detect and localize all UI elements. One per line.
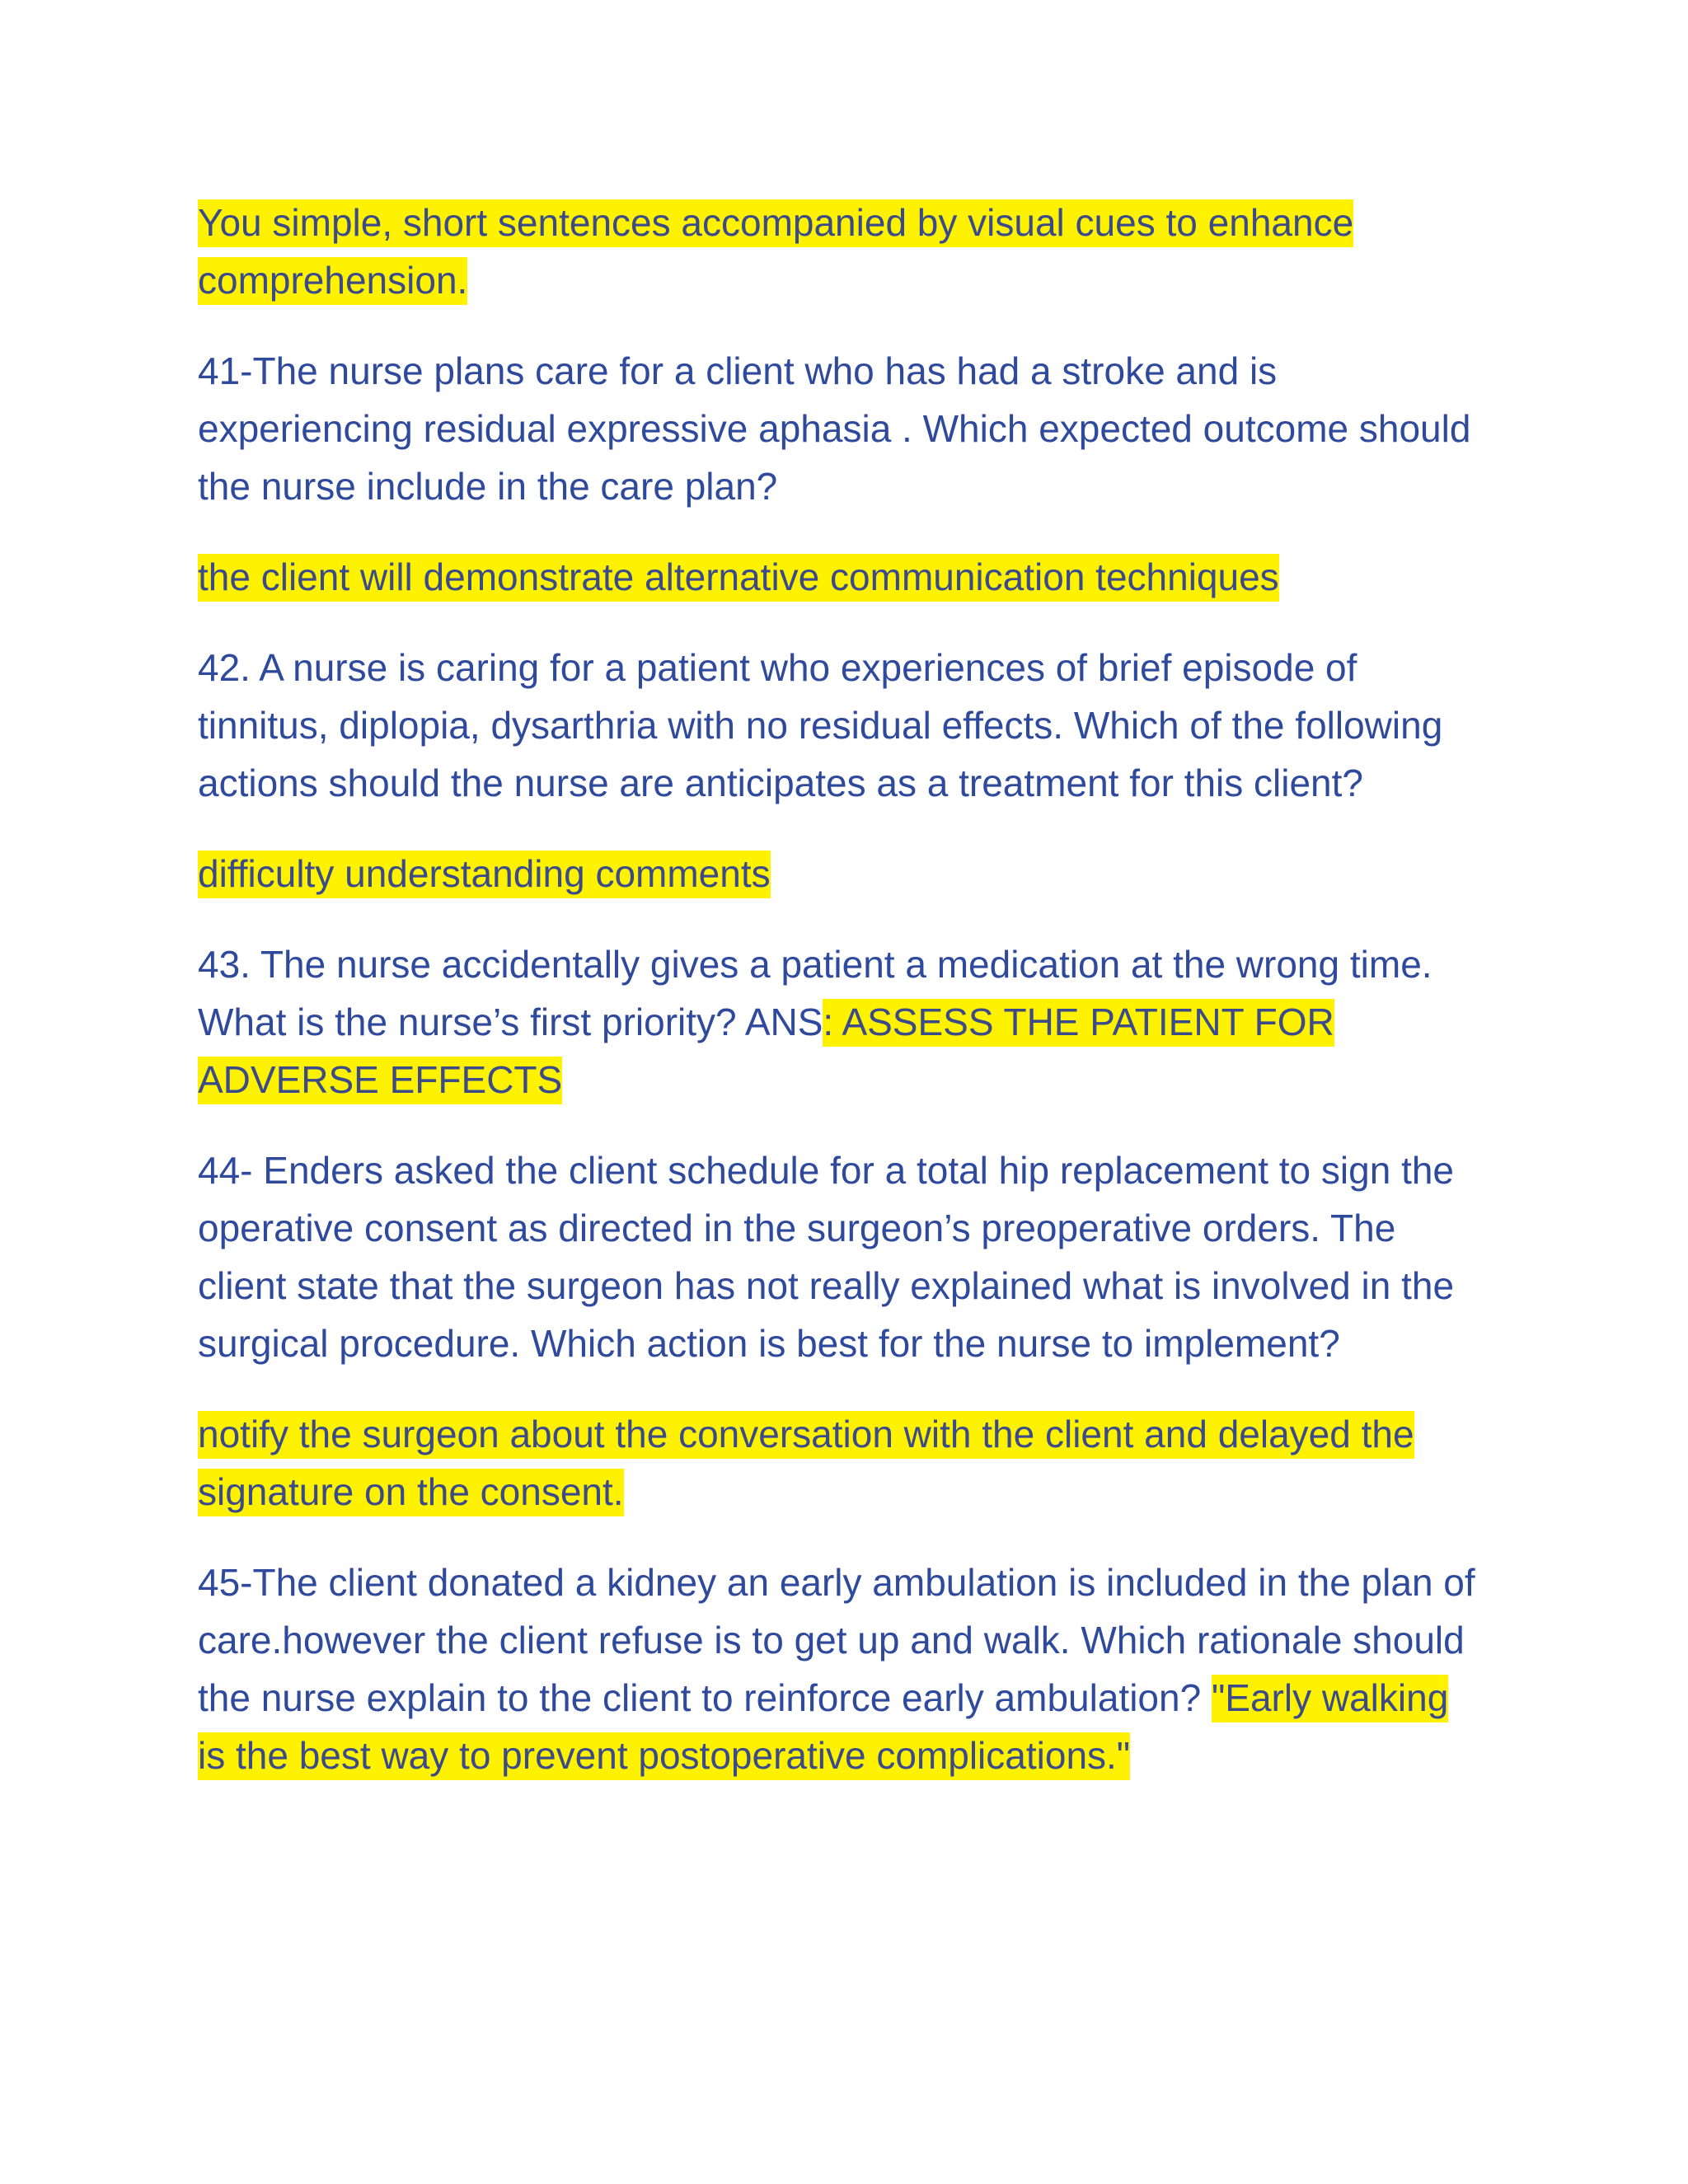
question-42: 42. A nurse is caring for a patient who experiences of brief episode of tinnitus, diplopia, dysarthria with no residual effects. Which of the following actions should the nurse are anticipates as a treatment for this client? — [198, 646, 1443, 804]
answer-42 — [198, 845, 1484, 902]
highlighted-answer: notify the surgeon about the conversation with the client and delayed the signature on the consent. — [198, 1411, 1414, 1516]
document-body — [198, 194, 1484, 1817]
question-41: 41-The nurse plans care for a client who has had a stroke and is experiencing residual expressive aphasia . Which expected outcome should the nurse include in the care plan? — [198, 349, 1471, 508]
question-44: 44- Enders asked the client schedule for a total hip replacement to sign the operative consent as directed in the surgeon’s preoperative orders. The client state that the surgeon has not really explained what is involved in the surgical procedure. Which action is best for the nurse to implement? — [198, 1149, 1455, 1365]
question-45-text: 45-The client donated a kidney an early ambulation is included in the plan of care.however the client refuse is to get up and walk. Which rationale should the nurse explain to the client to reinforce early ambulation? — [198, 1561, 1475, 1719]
question-43-text: 43. The nurse accidentally gives a patient a medication at the wrong time. What is the nurse’s first priority? ANS — [198, 943, 1432, 1043]
highlighted-answer: "Early walking is the best way to prevent postoperative complications." — [198, 1675, 1448, 1780]
highlighted-answer: difficulty understanding comments — [198, 851, 771, 898]
question-43 — [198, 935, 1484, 1108]
highlighted-answer: : ASSESS THE PATIENT FOR ADVERSE EFFECTS — [198, 999, 1334, 1104]
question-45 — [198, 1554, 1484, 1784]
answer-paragraph-0 — [198, 194, 1484, 309]
highlighted-answer: You simple, short sentences accompanied by visual cues to enhance comprehension. — [198, 199, 1353, 305]
answer-44 — [198, 1405, 1484, 1521]
answer-41 — [198, 548, 1484, 606]
highlighted-answer: the client will demonstrate alternative communication techniques — [198, 554, 1279, 602]
